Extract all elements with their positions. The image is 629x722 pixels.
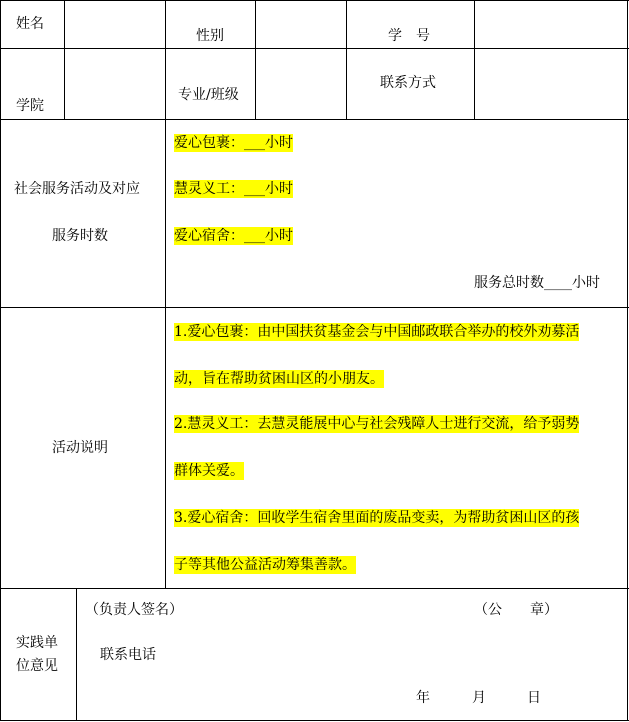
opinion-label-line2: 位意见 xyxy=(16,658,58,674)
border-top xyxy=(0,0,629,1)
service-item-huiling-volunteer: 慧灵义工：___小时 xyxy=(174,181,293,197)
row-divider xyxy=(0,48,629,49)
col-divider xyxy=(76,588,77,721)
major-class-label: 专业/班级 xyxy=(178,87,239,103)
service-item-love-dorm: 爱心宿舍：___小时 xyxy=(174,228,293,244)
contact-label: 联系方式 xyxy=(380,75,436,91)
activity-line: 2.慧灵义工：去慧灵能展中心与社会残障人士进行交流，给予弱势 xyxy=(174,416,580,432)
border-right xyxy=(627,0,628,721)
col-divider xyxy=(64,0,65,120)
border-left xyxy=(0,0,1,721)
activity-line: 子等其他公益活动筹集善款。 xyxy=(174,557,356,573)
border-bottom xyxy=(0,720,629,721)
service-label-line1: 社会服务活动及对应 xyxy=(14,181,140,197)
seal-label: （公 章） xyxy=(474,602,558,618)
row-divider xyxy=(0,307,629,308)
student-id-label: 学 号 xyxy=(388,28,430,44)
col-divider xyxy=(255,0,256,120)
signature-label: （负责人签名） xyxy=(85,602,183,618)
college-label: 学院 xyxy=(16,98,44,114)
col-divider xyxy=(474,0,475,120)
row-divider xyxy=(0,588,629,589)
date-month: 月 xyxy=(472,690,486,706)
service-item-love-package: 爱心包裹：___小时 xyxy=(174,135,293,151)
activity-line: 群体关爱。 xyxy=(174,463,244,479)
name-label: 姓名 xyxy=(16,16,44,32)
activity-line: 3.爱心宿舍：回收学生宿舍里面的废品变卖，为帮助贫困山区的孩 xyxy=(174,510,580,526)
col-divider xyxy=(346,0,347,120)
service-total: 服务总时数____小时 xyxy=(474,275,600,291)
date-day: 日 xyxy=(527,690,541,706)
service-label-line2: 服务时数 xyxy=(52,228,108,244)
gender-label: 性别 xyxy=(196,28,224,44)
activity-label: 活动说明 xyxy=(52,440,108,456)
date-year: 年 xyxy=(416,690,430,706)
activity-line: 1.爱心包裹：由中国扶贫基金会与中国邮政联合举办的校外劝募活 xyxy=(174,324,580,340)
activity-line: 动，旨在帮助贫困山区的小朋友。 xyxy=(174,371,384,387)
opinion-label-line1: 实践单 xyxy=(16,635,58,651)
row-divider xyxy=(0,119,629,120)
phone-label: 联系电话 xyxy=(100,647,156,663)
col-divider xyxy=(165,0,166,589)
